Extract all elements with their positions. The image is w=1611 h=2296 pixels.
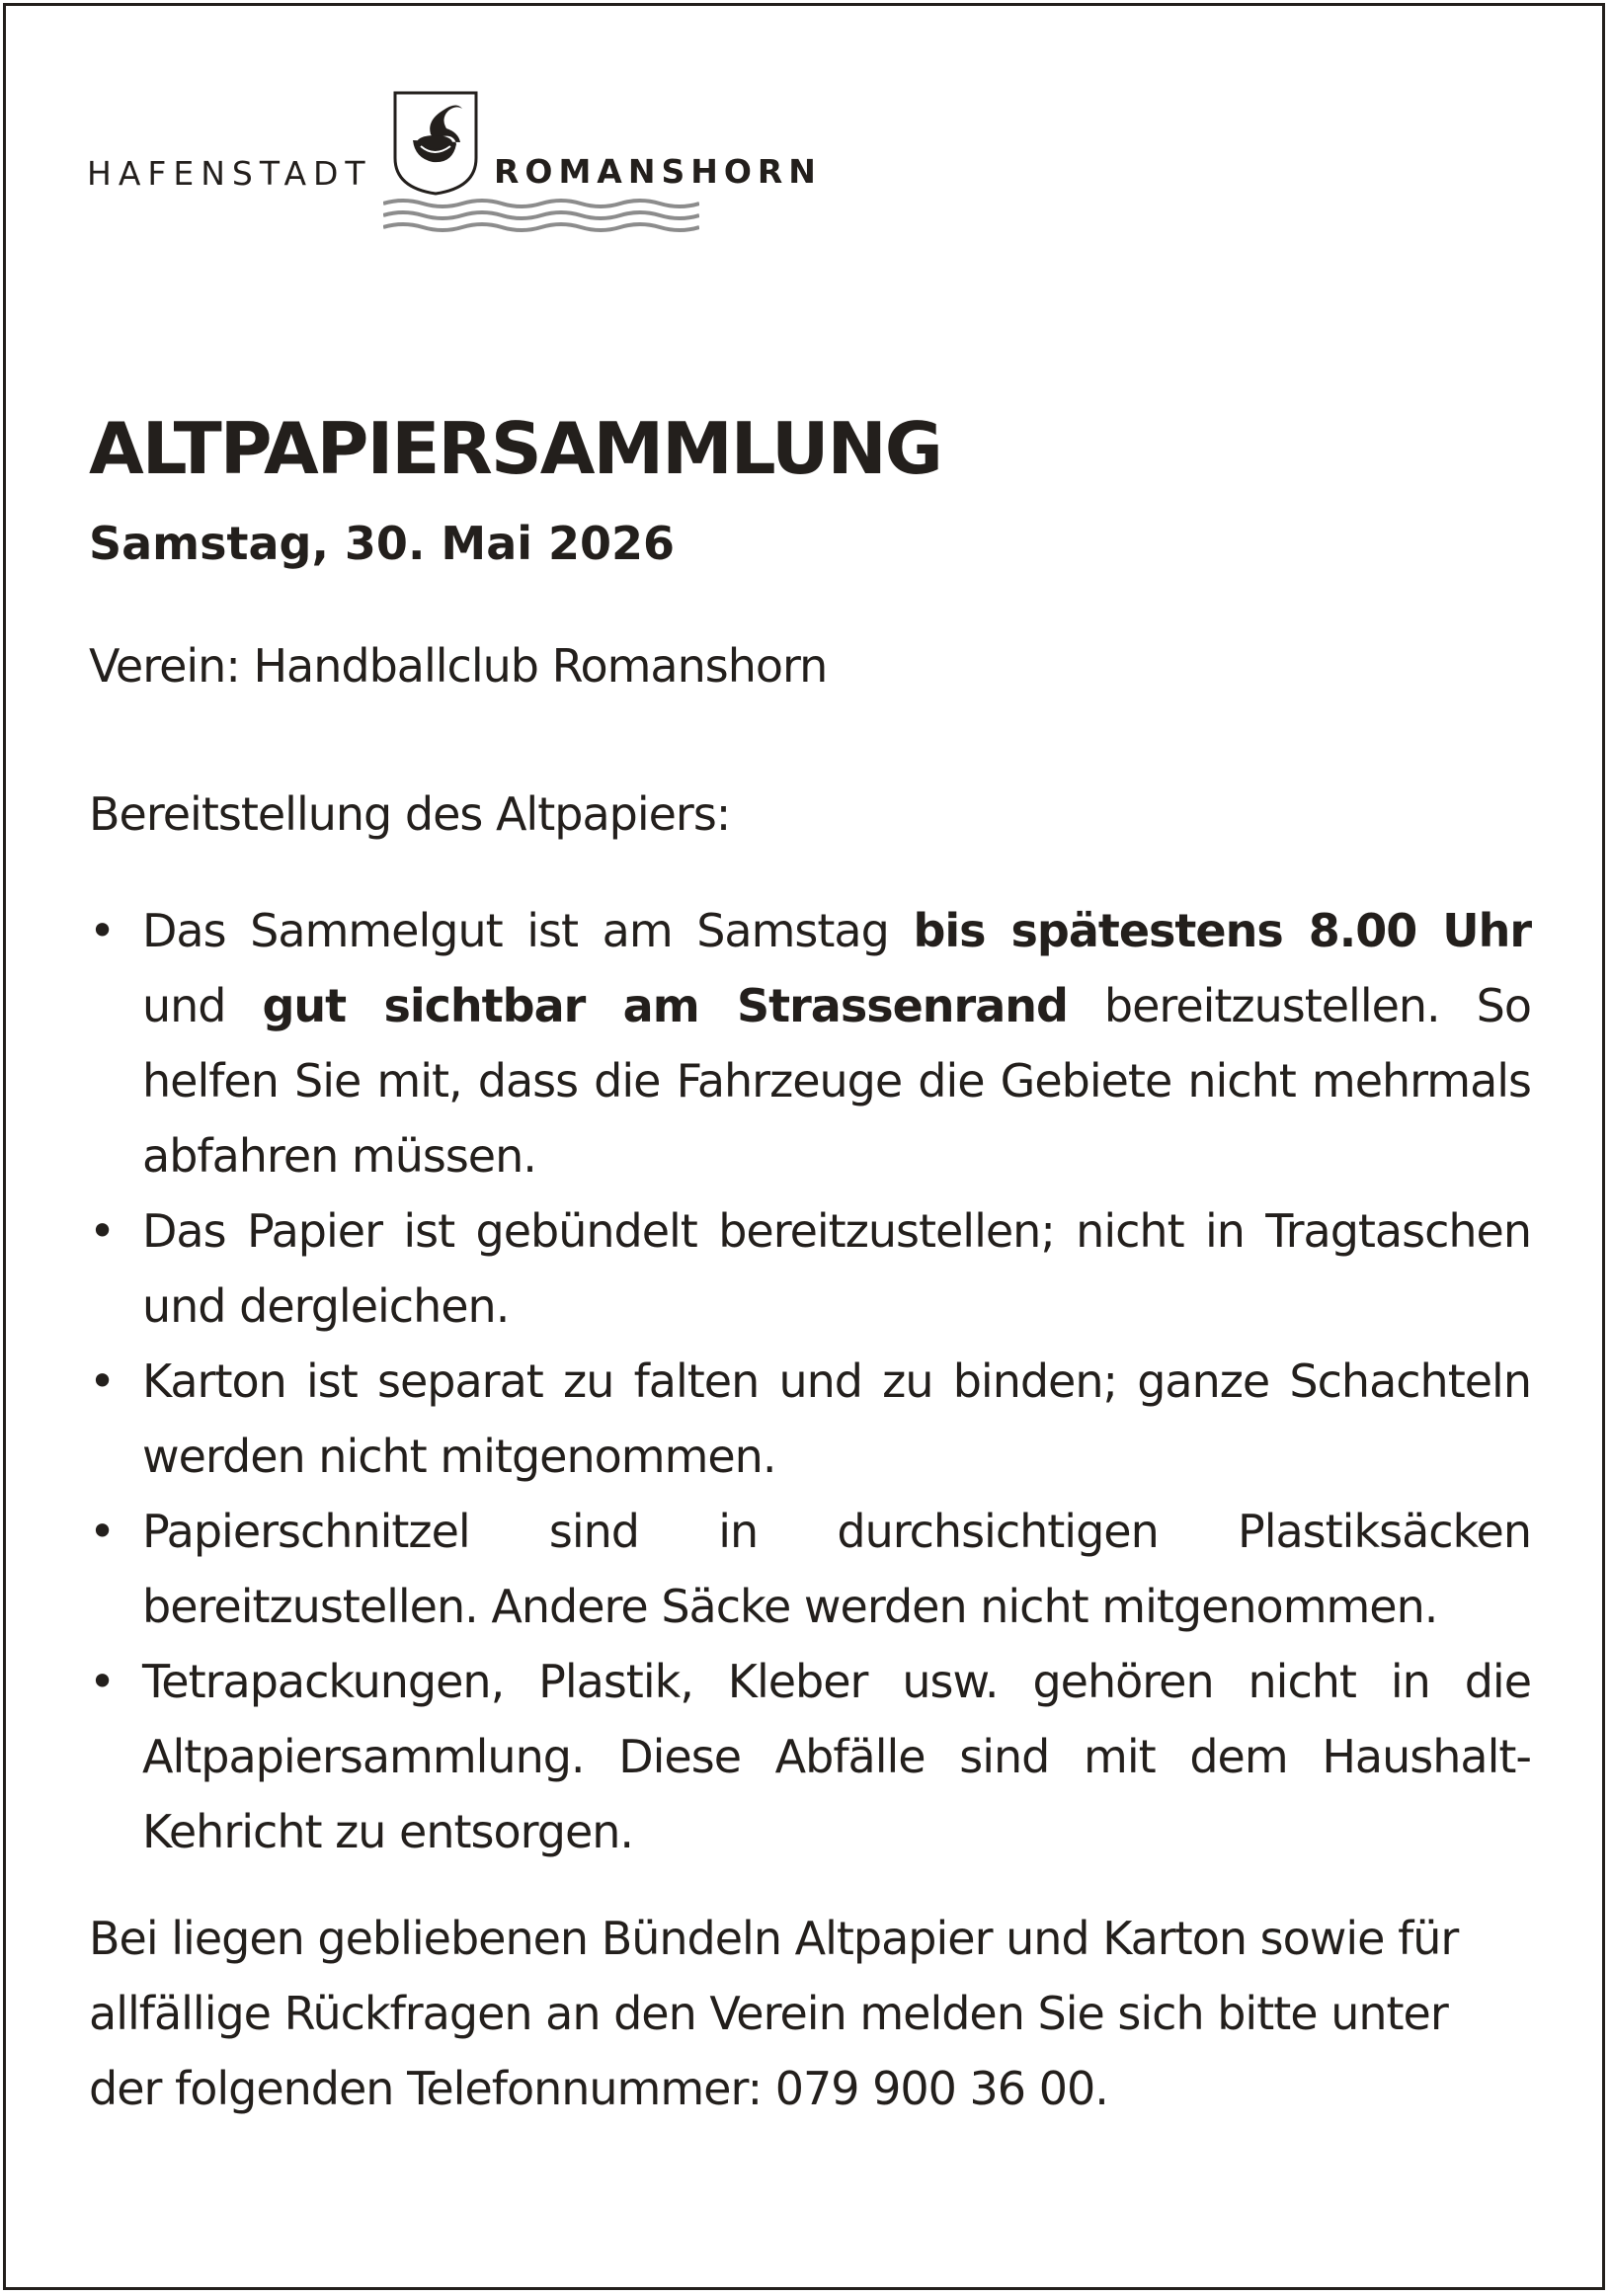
bullet-icon: • <box>89 1505 116 1558</box>
list-item-text: und <box>142 979 263 1032</box>
list-item-text: bereitzustellen. So helfen Sie mit, dass die Fahrzeuge die Gebiete nicht mehrmals abfahren müssen. <box>142 979 1531 1183</box>
list-item <box>89 1193 1531 1344</box>
list-item-text: Tetrapackungen, Plastik, Kleber usw. gehören nicht in die Altpapiersammlung. Diese Abfälle sind mit dem Haushalt-Kehricht zu entsorgen. <box>142 1655 1531 1858</box>
bullet-icon: • <box>89 1204 116 1258</box>
list-item-text: Papierschnitzel sind in durchsichtigen Plastiksäcken bereitzustellen. Andere Säcke werden nicht mitgenommen. <box>142 1505 1531 1633</box>
list-item-emphasis: bis spätestens 8.00 Uhr <box>913 904 1532 957</box>
club-name: Verein: Handballclub Romanshorn <box>89 639 828 693</box>
intro-text: Bereitstellung des Altpapiers: <box>89 787 731 841</box>
list-item-text: Das Sammelgut ist am Samstag <box>142 904 914 957</box>
list-item-text: Karton ist separat zu falten und zu binden; ganze Schachteln werden nicht mitgenommen. <box>142 1354 1531 1483</box>
instruction-list <box>89 893 1531 1869</box>
collection-date: Samstag, 30. Mai 2026 <box>89 517 676 570</box>
bullet-icon: • <box>89 1354 116 1408</box>
list-item-emphasis: gut sichtbar am Strassenrand <box>262 979 1068 1032</box>
town-logo <box>87 89 857 237</box>
coat-of-arms-icon <box>391 89 480 196</box>
contact-paragraph: Bei liegen gebliebenen Bündeln Altpapier und Karton sowie für allfällige Rückfragen an den Verein melden Sie sich bitte unter der folgenden Telefonnummer: 079 900 36 00. <box>89 1912 1459 2115</box>
list-item <box>89 893 1531 1193</box>
bullet-icon: • <box>89 904 116 957</box>
list-item <box>89 1494 1531 1644</box>
logo-text-romanshorn: ROMANSHORN <box>494 152 822 191</box>
logo-text-hafenstadt: HAFENSTADT <box>87 154 372 193</box>
list-item-text: Das Papier ist gebündelt bereitzustellen; nicht in Tragtaschen und dergleichen. <box>142 1204 1531 1333</box>
waves-icon <box>383 198 699 237</box>
list-item <box>89 1344 1531 1494</box>
list-item <box>89 1644 1531 1869</box>
bullet-icon: • <box>89 1655 116 1708</box>
page-title: ALTPAPIERSAMMLUNG <box>89 407 941 490</box>
